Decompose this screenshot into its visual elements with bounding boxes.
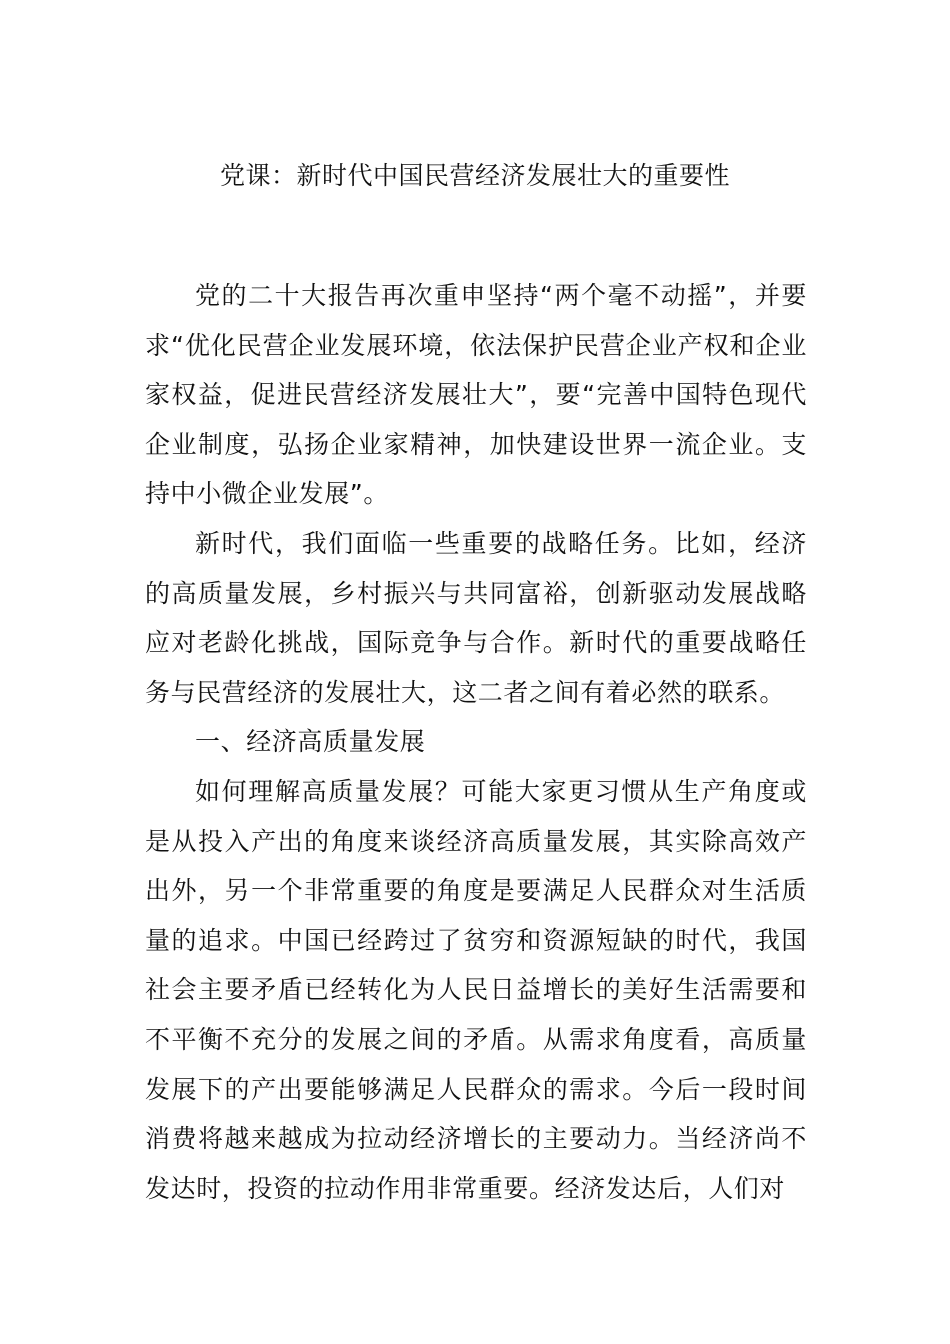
paragraph: 新时代，我们面临一些重要的战略任务。比如，经济的高质量发展，乡村振兴与共同富裕，创新驱动发展战略应对老龄化挑战，国际竞争与合作。新时代的重要战略任务与民营经济的发展壮大，这二者之间有着必然的联系。 [145,528,807,707]
document-title: 党课：新时代中国民营经济发展壮大的重要性 [219,161,730,190]
paragraph: 如何理解高质量发展？可能大家更习惯从生产角度或是从投入产出的角度来谈经济高质量发展，其实除高效产出外，另一个非常重要的角度是要满足人民群众对生活质量的追求。中国已经跨过了贫穷和资源短缺的时代，我国社会主要矛盾已经转化为人民日益增长的美好生活需要和不平衡不充分的发展之间的矛盾。从需求角度看，高质量发展下的产出要能够满足人民群众的需求。今后一段时间消费将越来越成为拉动经济增长的主要动力。当经济尚不发达时，投资的拉动作用非常重要。经济发达后，人们对 [145,776,807,1203]
section-heading: 一、经济高质量发展 [195,727,426,757]
document-body [145,271,807,1213]
paragraph: 党的二十大报告再次重申坚持“两个毫不动摇”，并要求“优化民营企业发展环境，依法保护民营企业产权和企业家权益，促进民营经济发展壮大”，要“完善中国特色现代企业制度，弘扬企业家精神，加快建设世界一流企业。支持中小微企业发展”。 [145,281,807,509]
